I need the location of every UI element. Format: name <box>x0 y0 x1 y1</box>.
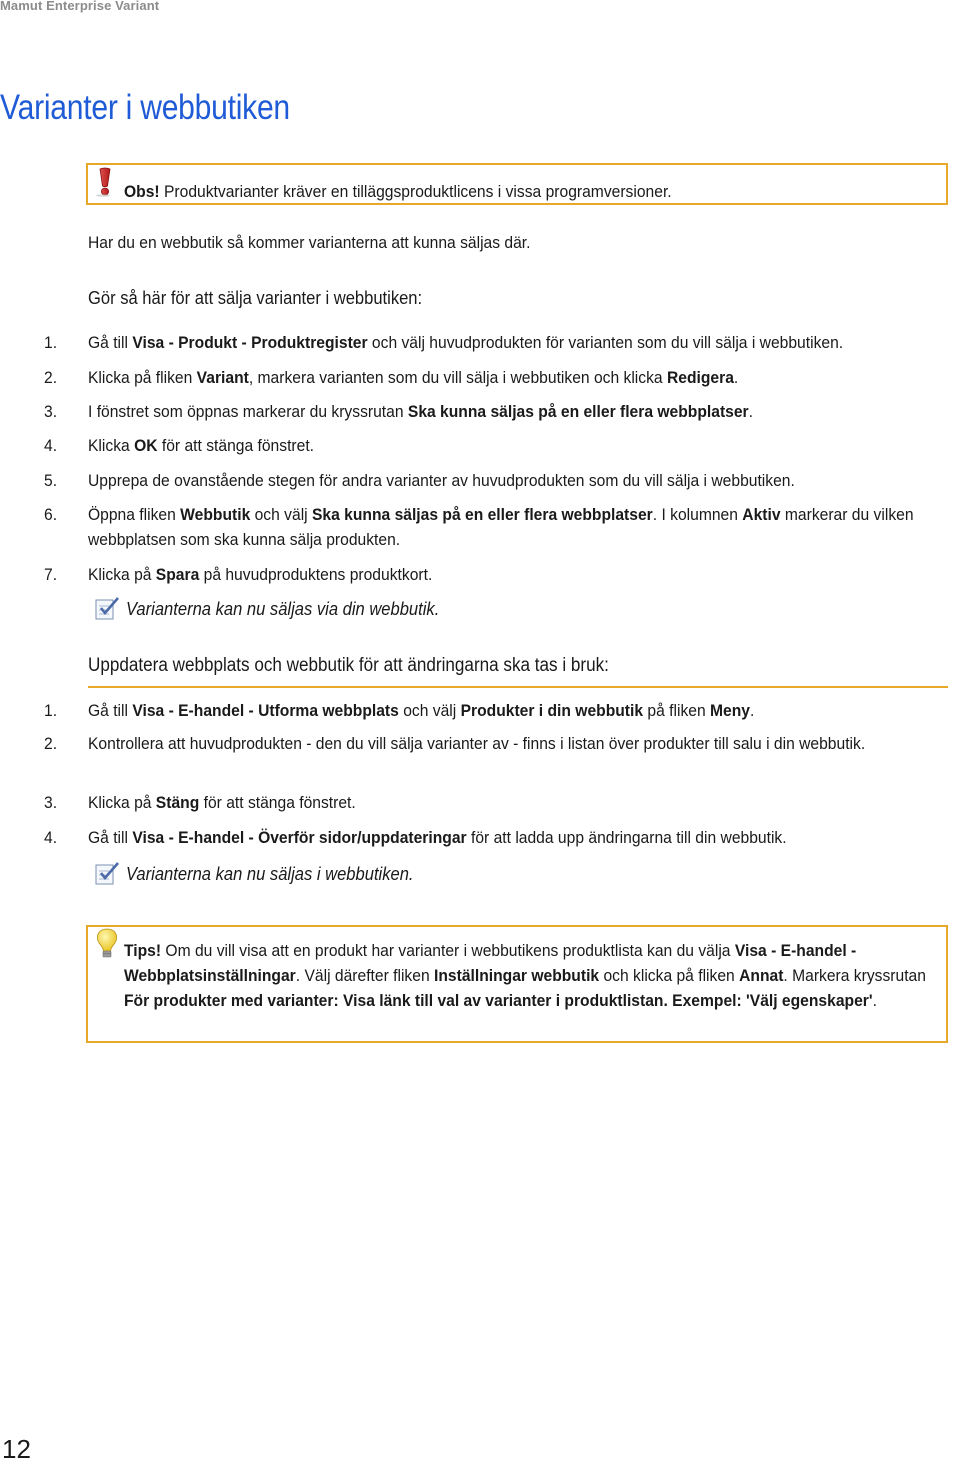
obs-body: Produktvarianter kräver en tilläggsproduktlicens i vissa programversioner. <box>159 182 672 201</box>
step-number: 3. <box>44 402 58 421</box>
page-title: Varianter i webbutiken <box>0 88 290 127</box>
step-number: 6. <box>44 505 58 524</box>
step-text: Klicka OK för att stänga fönstret. <box>88 436 315 455</box>
step-number: 2. <box>44 734 58 753</box>
step-number: 3. <box>44 793 58 812</box>
section1-heading: Gör så här för att sälja varianter i webbutiken: <box>88 288 423 308</box>
step-number: 1. <box>44 333 58 352</box>
step-number: 5. <box>44 471 58 490</box>
obs-label: Obs! <box>124 182 160 201</box>
step-number: 1. <box>44 701 58 720</box>
step-number: 2. <box>44 368 58 387</box>
step-text: Gå till Visa - Produkt - Produktregister och välj huvudprodukten för varianten som du vill sälja i webbutiken. <box>88 333 844 352</box>
checklist-icon <box>94 596 120 627</box>
step-text: Klicka på Stäng för att stänga fönstret. <box>88 793 356 812</box>
section2-heading: Uppdatera webbplats och webbutik för att ändringarna ska tas i bruk: <box>88 655 609 676</box>
step-text: Gå till Visa - E-handel - Överför sidor/uppdateringar för att ladda upp ändringarna till din webbutik. <box>88 828 787 847</box>
step-text: I fönstret som öppnas markerar du kryssrutan Ska kunna säljas på en eller flera webbplatser. <box>88 402 754 421</box>
result-text: Varianterna kan nu säljas via din webbutik. <box>126 599 440 619</box>
step-text: Gå till Visa - E-handel - Utforma webbplats och välj Produkter i din webbutik på fliken Meny. <box>88 701 755 720</box>
step-number: 4. <box>44 436 58 455</box>
intro-text: Har du en webbutik så kommer varianterna att kunna säljas där. <box>88 233 531 252</box>
step-text: Klicka på Spara på huvudproduktens produktkort. <box>88 565 433 584</box>
tips-note-box <box>86 925 948 1043</box>
tips-label: Tips! <box>124 941 162 960</box>
lightbulb-icon <box>94 927 120 966</box>
step-text: Kontrollera att huvudprodukten - den du vill sälja varianter av - finns i listan över produkter till salu i din webbutik. <box>88 734 866 753</box>
step-number: 4. <box>44 828 58 847</box>
running-header: Mamut Enterprise Variant <box>0 0 160 13</box>
step-text: Öppna fliken Webbutik och välj Ska kunna säljas på en eller flera webbplatser. I kolumnen Aktiv markerar du vilken webbplatsen som ska kunna sälja produkten. <box>88 505 914 549</box>
tips-text: Tips! Om du vill visa att en produkt har varianter i webbutikens produktlista kan du välja Visa - E-handel - Webbplatsinställningar. Välj därefter fliken Inställningar webbutik och klicka på fliken Annat. Markera kryssrutan För produkter med varianter: Visa länk till val av varianter i produktlistan. Exempel: 'Välj egenskaper'. <box>124 941 926 1010</box>
obs-note-box <box>86 163 948 205</box>
obs-text <box>124 179 878 204</box>
checklist-icon <box>94 861 120 892</box>
exclamation-icon <box>94 167 116 202</box>
step-text: Upprepa de ovanstående stegen för andra varianter av huvudprodukten som du vill sälja i webbutiken. <box>88 471 795 490</box>
heading-rule <box>88 686 948 688</box>
result-text: Varianterna kan nu säljas i webbutiken. <box>126 864 414 884</box>
step-text: Klicka på fliken Variant, markera varianten som du vill sälja i webbutiken och klicka Redigera. <box>88 368 739 387</box>
page-number: 12 <box>2 1434 31 1464</box>
step-number: 7. <box>44 565 58 584</box>
